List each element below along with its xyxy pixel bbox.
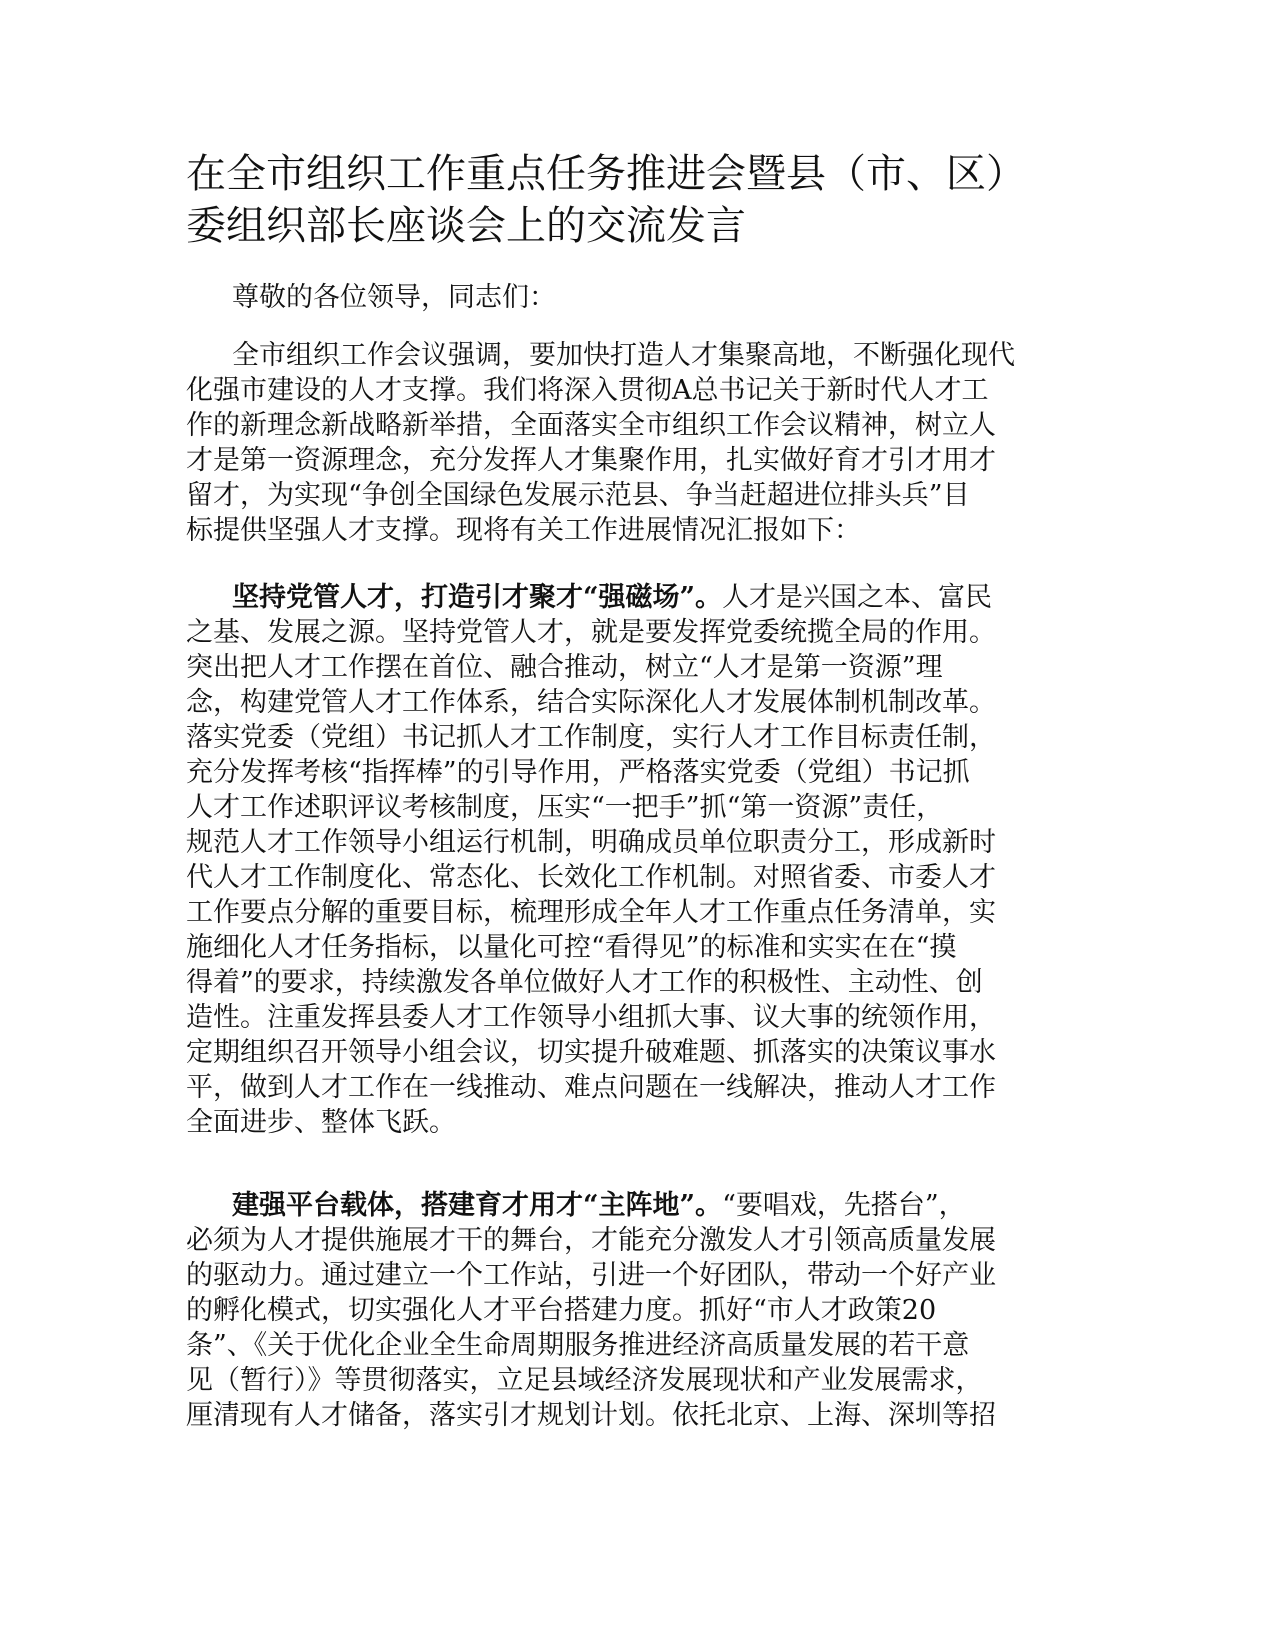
document-title — [186, 148, 1086, 252]
paragraph-line: 标提供坚强人才支撑。现将有关工作进展情况汇报如下： — [186, 515, 861, 546]
paragraph-line: 才是第一资源理念，充分发挥人才集聚作用，扎实做好育才引才用才 — [186, 445, 996, 476]
paragraph-line: 见（暂行）》等贯彻落实，立足县域经济发展现状和产业发展需求， — [186, 1365, 983, 1396]
paragraph-line: 人才工作述职评议考核制度，压实“一把手”抓“第一资源”责任， — [186, 792, 944, 823]
paragraph-first-line — [186, 1188, 1076, 1223]
paragraph-text: “要唱戏，先搭台”， — [722, 1190, 966, 1221]
paragraph-line: 的孵化模式，切实强化人才平台搭建力度。抓好“市人才政策20 — [186, 1295, 937, 1326]
paragraph-first-line — [186, 580, 1076, 615]
paragraph-line: 造性。注重发挥县委人才工作领导小组抓大事、议大事的统领作用， — [186, 1002, 996, 1033]
section-heading: 坚持党管人才，打造引才聚才“强磁场”。 — [232, 582, 723, 613]
paragraph-line: 工作要点分解的重要目标，梳理形成全年人才工作重点任务清单，实 — [186, 897, 996, 928]
paragraph-line: 得着”的要求，持续激发各单位做好人才工作的积极性、主动性、创 — [186, 967, 983, 998]
greeting-text: 尊敬的各位领导，同志们： — [232, 282, 556, 313]
greeting-paragraph — [186, 280, 1076, 315]
intro-paragraph — [186, 338, 1076, 548]
paragraph-line: 突出把人才工作摆在首位、融合推动，树立“人才是第一资源”理 — [186, 652, 943, 683]
paragraph-line: 代人才工作制度化、常态化、长效化工作机制。对照省委、市委人才 — [186, 862, 996, 893]
paragraph-text: 人才是兴国之本、富民 — [722, 582, 993, 613]
paragraph-line: 念，构建党管人才工作体系，结合实际深化人才发展体制机制改革。 — [186, 687, 996, 718]
paragraph-line: 厘清现有人才储备，落实引才规划计划。依托北京、上海、深圳等招 — [186, 1400, 996, 1431]
paragraph-line: 的驱动力。通过建立一个工作站，引进一个好团队，带动一个好产业 — [186, 1260, 996, 1291]
paragraph-line: 条”、《关于优化企业全生命周期服务推进经济高质量发展的若干意 — [186, 1330, 970, 1361]
paragraph-line: 定期组织召开领导小组会议，切实提升破难题、抓落实的决策议事水 — [186, 1037, 996, 1068]
paragraph-line: 化强市建设的人才支撑。我们将深入贯彻A总书记关于新时代人才工 — [186, 375, 989, 406]
paragraph-line: 规范人才工作领导小组运行机制，明确成员单位职责分工，形成新时 — [186, 827, 996, 858]
paragraph-line: 平，做到人才工作在一线推动、难点问题在一线解决，推动人才工作 — [186, 1072, 996, 1103]
paragraph-line: 作的新理念新战略新举措，全面落实全市组织工作会议精神，树立人 — [186, 410, 996, 441]
section-platform-paragraph — [186, 1188, 1076, 1433]
paragraph-line: 落实党委（党组）书记抓人才工作制度，实行人才工作目标责任制， — [186, 722, 996, 753]
paragraph-line: 之基、发展之源。坚持党管人才，就是要发挥党委统揽全局的作用。 — [186, 617, 996, 648]
section-heading: 建强平台载体，搭建育才用才“主阵地”。 — [232, 1190, 723, 1221]
title-line-1: 在全市组织工作重点任务推进会暨县（市、区） — [186, 151, 1026, 197]
section-party-talent-paragraph — [186, 580, 1076, 1140]
paragraph-line: 必须为人才提供施展才干的舞台，才能充分激发人才引领高质量发展 — [186, 1225, 996, 1256]
paragraph-line: 留才，为实现“争创全国绿色发展示范县、争当赶超进位排头兵”目 — [186, 480, 970, 511]
title-line-2: 委组织部长座谈会上的交流发言 — [186, 203, 746, 249]
paragraph-line: 施细化人才任务指标，以量化可控“看得见”的标准和实实在在“摸 — [186, 932, 957, 963]
paragraph-line: 全市组织工作会议强调，要加快打造人才集聚高地，不断强化现代 — [232, 340, 1015, 371]
paragraph-line: 全面进步、整体飞跃。 — [186, 1107, 456, 1138]
paragraph-line: 充分发挥考核“指挥棒”的引导作用，严格落实党委（党组）书记抓 — [186, 757, 970, 788]
